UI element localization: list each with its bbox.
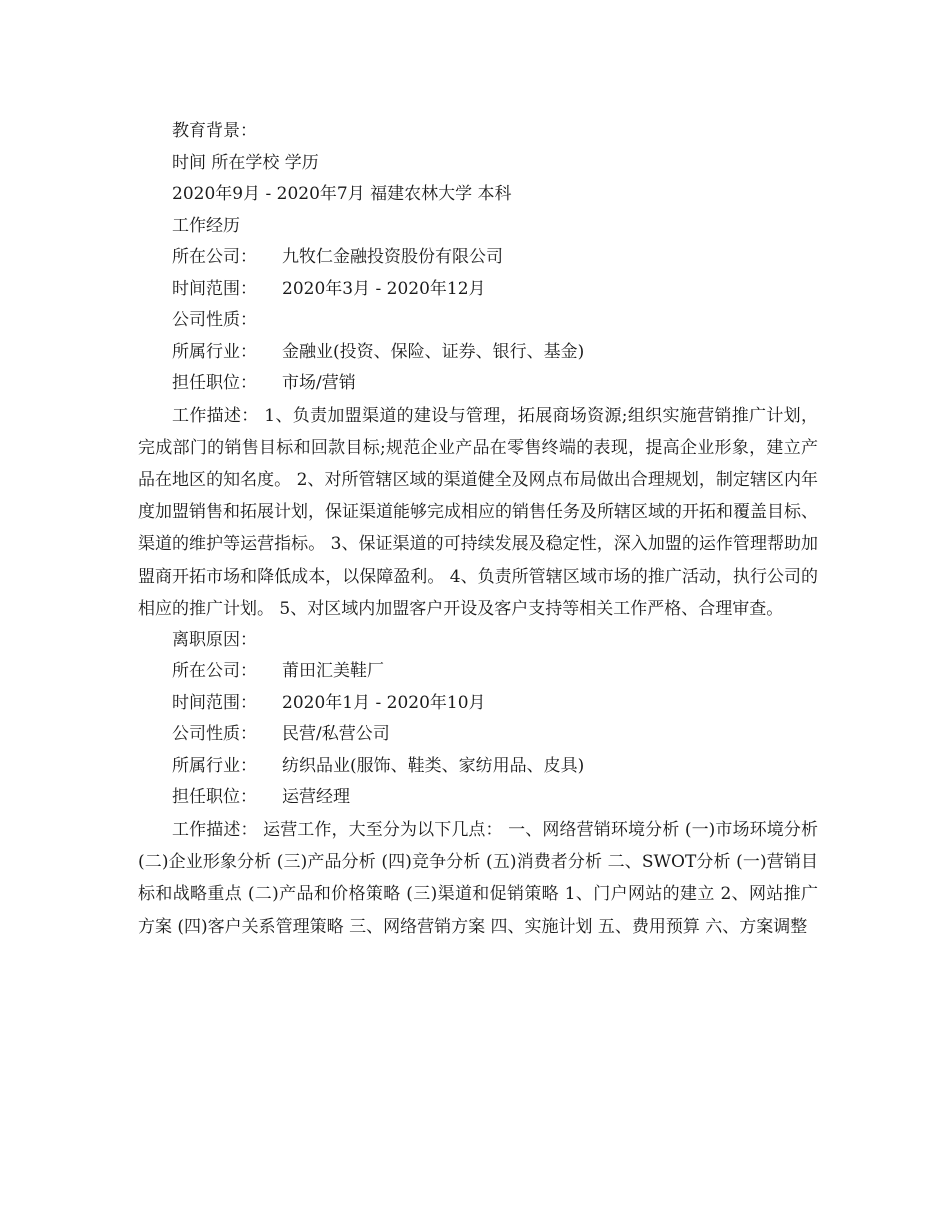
- position-value: 市场/营销: [282, 373, 356, 393]
- industry-value: 金融业(投资、保险、证券、银行、基金): [282, 341, 585, 362]
- job-1-company-row: [138, 242, 818, 274]
- job-1-period-row: [138, 274, 818, 306]
- industry-label: 所属行业：: [172, 755, 257, 776]
- work-heading: 工作经历: [172, 215, 240, 236]
- company-value: 莆田汇美鞋厂: [282, 661, 384, 682]
- job-2-period-row: [138, 688, 818, 720]
- job-2-industry-row: [138, 751, 818, 783]
- position-label: 担任职位：: [172, 373, 257, 393]
- industry-value: 纺织品业(服饰、鞋类、家纺用品、皮具): [282, 755, 585, 776]
- job-2-nature-row: [138, 719, 818, 751]
- nature-label: 公司性质：: [172, 310, 257, 330]
- period-label: 时间范围：: [172, 692, 257, 713]
- nature-label: 公司性质：: [172, 724, 257, 745]
- education-heading: 教育背景：: [172, 121, 257, 141]
- job-2-position-row: [138, 782, 818, 814]
- education-header-row: 时间 所在学校 学历: [172, 152, 319, 173]
- job-1-nature-row: [138, 305, 818, 337]
- job-1-position-row: [138, 368, 818, 400]
- position-value: 运营经理: [282, 787, 350, 808]
- job-2-description: 工作描述： 运营工作，大至分为以下几点： 一、网络营销环境分析 (一)市场环境分析 (二)企业形象分析 (三)产品分析 (四)竞争分析 (五)消费者分析 二、SWOT分析 (一)营销目标和战略重点 (二)产品和价格策略 (三)渠道和促销策略 1、门户网站的建立 2、网站推广方案 (四)客户关系管理策略 三、网络营销方案 四、实施计划 五、费用预算 六、方案调整: [138, 819, 818, 937]
- nature-value: 民营/私营公司: [282, 724, 390, 745]
- company-label: 所在公司：: [172, 661, 257, 682]
- period-value: 2020年3月 - 2020年12月: [282, 278, 486, 299]
- period-label: 时间范围：: [172, 278, 257, 299]
- company-value: 九牧仁金融投资股份有限公司: [282, 247, 503, 267]
- job-2-company-row: [138, 656, 818, 688]
- position-label: 担任职位：: [172, 787, 257, 808]
- education-entry: 2020年9月 - 2020年7月 福建农林大学 本科: [172, 184, 512, 204]
- job-1-industry-row: [138, 337, 818, 369]
- job-1-leave-reason: 离职原因：: [172, 629, 257, 650]
- period-value: 2020年1月 - 2020年10月: [282, 692, 486, 713]
- industry-label: 所属行业：: [172, 341, 257, 362]
- company-label: 所在公司：: [172, 247, 257, 267]
- job-1-description: 工作描述： 1、负责加盟渠道的建设与管理，拓展商场资源;组织实施营销推广计划，完成部门的销售目标和回款目标;规范企业产品在零售终端的表现，提高企业形象，建立产品在地区的知名度。 2、对所管辖区域的渠道健全及网点布局做出合理规划，制定辖区内年度加盟销售和拓展计划，保证渠道能够完成相应的销售任务及所辖区域的开拓和覆盖目标、渠道的维护等运营指标。 3、保证渠道的可持续发展及稳定性，深入加盟的运作管理帮助加盟商开拓市场和降低成本，以保障盈利。 4、负责所管辖区域市场的推广活动，执行公司的相应的推广计划。 5、对区域内加盟客户开设及客户支持等相关工作严格、合理审查。: [138, 405, 818, 619]
- resume-page: [138, 116, 818, 943]
